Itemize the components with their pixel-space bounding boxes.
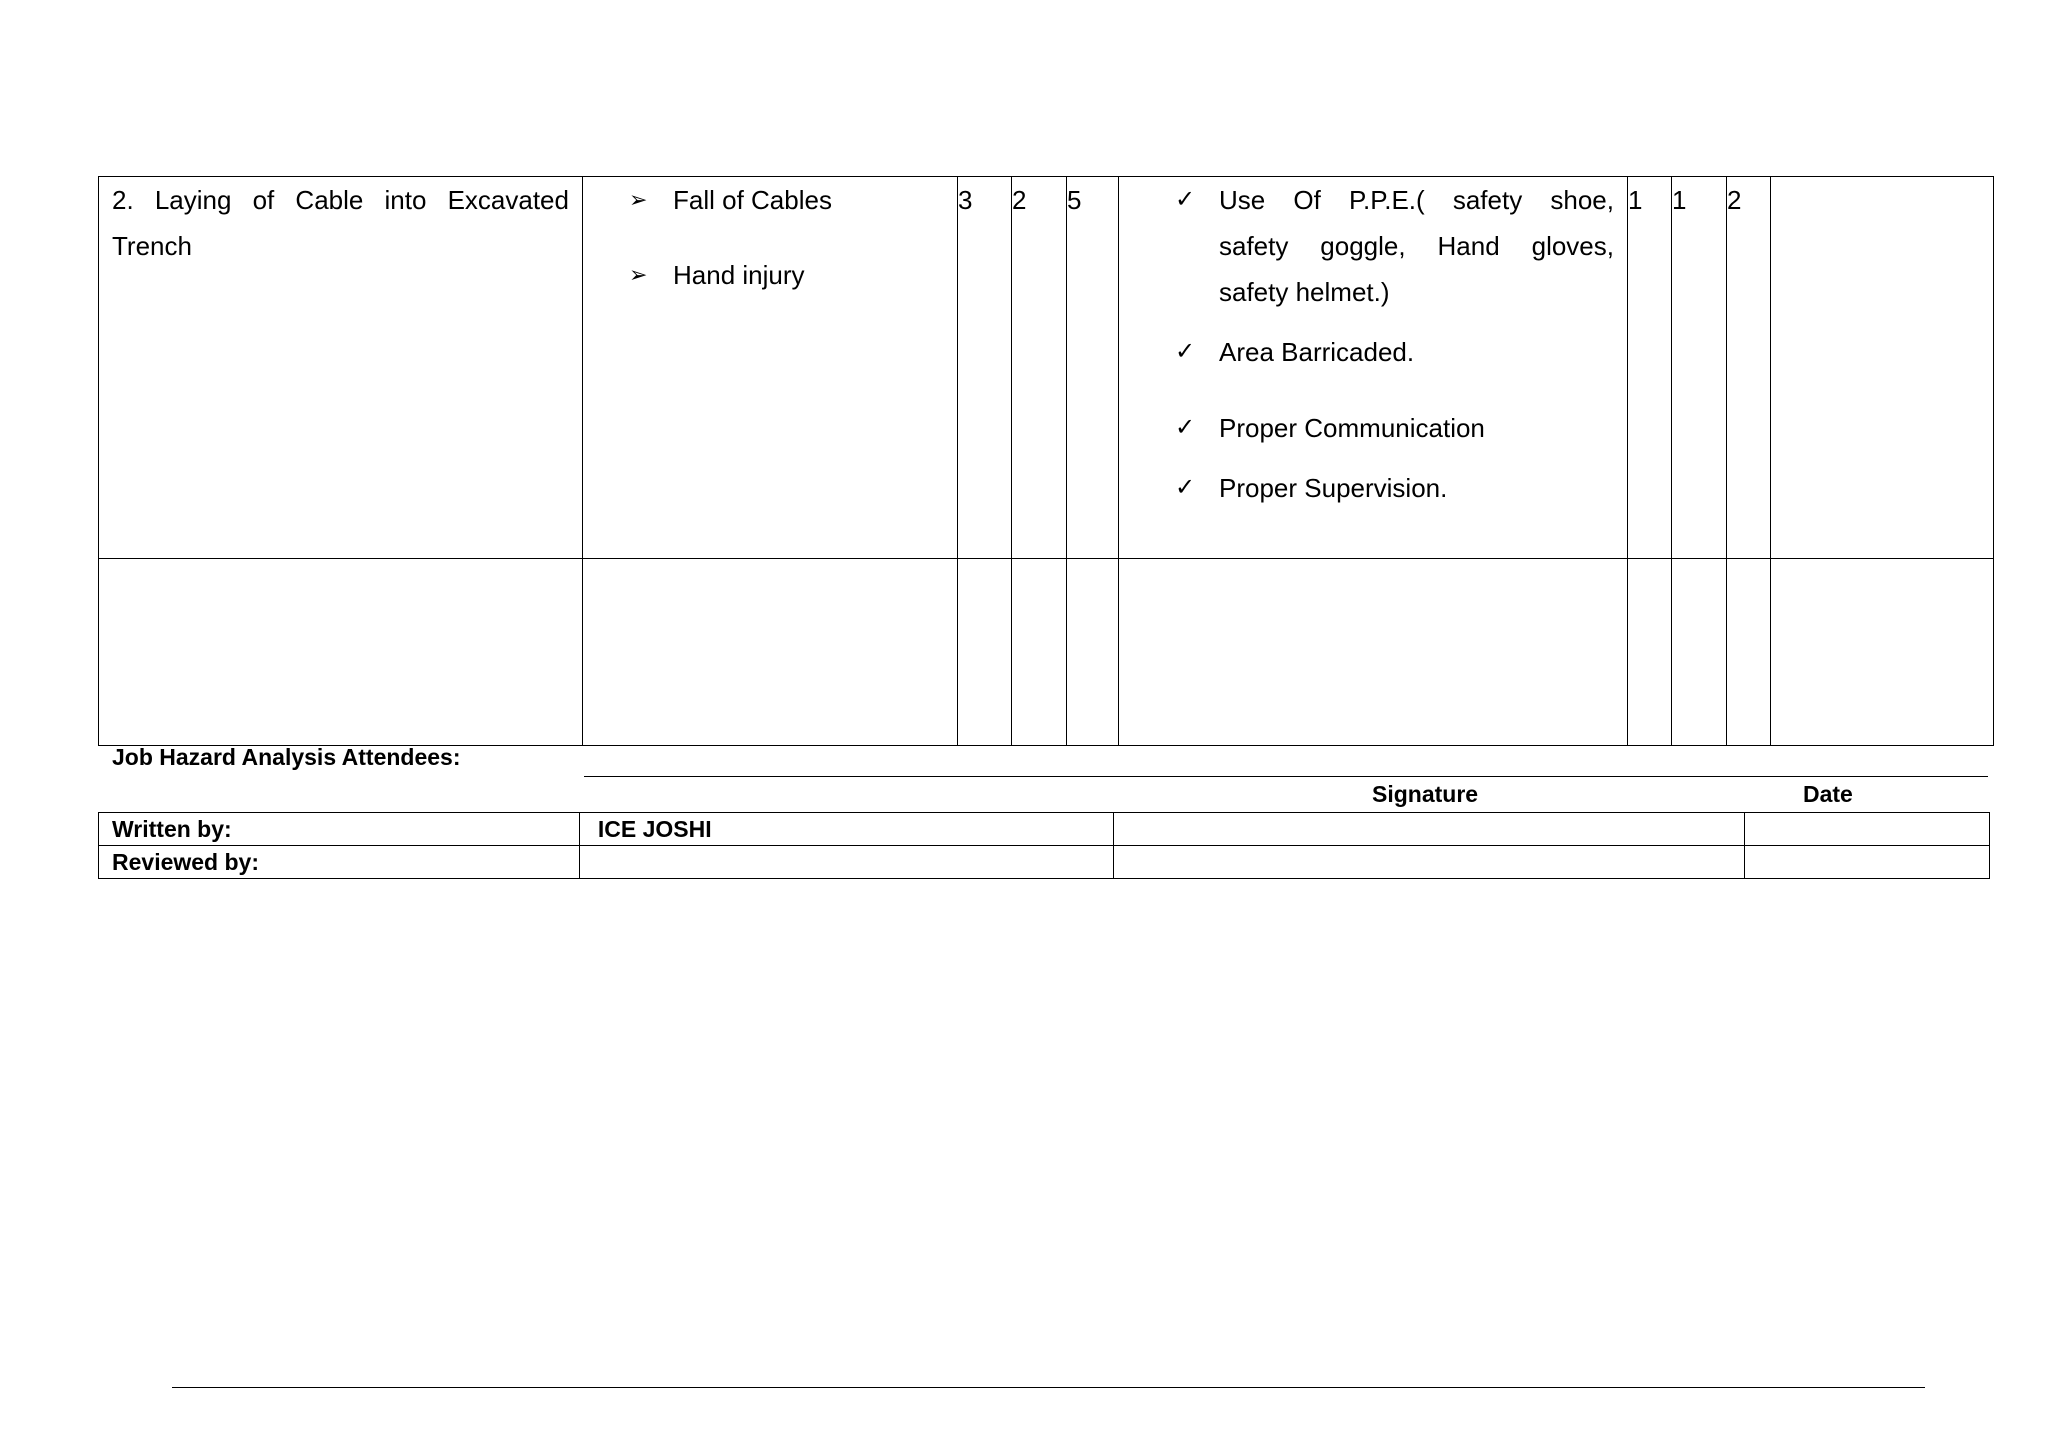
- initial-rating-3[interactable]: [1067, 559, 1119, 746]
- table-row: [99, 177, 1994, 559]
- signature-header: Signature: [1372, 781, 1479, 807]
- checkmark-icon: ✓: [1175, 474, 1196, 501]
- hazard-item: ➢ Fall of Cables: [583, 177, 957, 223]
- initial-rating-3: 5: [1067, 177, 1119, 559]
- controls-cell[interactable]: [1119, 559, 1628, 746]
- reviewed-by-name-field[interactable]: [579, 846, 1114, 879]
- residual-rating-1: 1: [1628, 177, 1672, 559]
- arrow-bullet-icon: ➢: [629, 262, 648, 287]
- control-item: [1119, 177, 1627, 315]
- control-item: ✓ Area Barricaded.: [1119, 329, 1627, 375]
- control-item: ✓ Proper Communication: [1119, 405, 1627, 451]
- signoff-table: [98, 812, 1990, 879]
- table-row: [99, 846, 1990, 879]
- written-by-name: ICE JOSHI: [579, 813, 1114, 846]
- attendees-signature-line[interactable]: [584, 776, 1988, 777]
- residual-rating-3[interactable]: [1727, 559, 1771, 746]
- table-row: [99, 813, 1990, 846]
- attendees-label: Job Hazard Analysis Attendees:: [112, 744, 461, 770]
- control-item: ✓ Proper Supervision.: [1119, 465, 1627, 511]
- remarks-cell[interactable]: [1771, 559, 1994, 746]
- initial-rating-1[interactable]: [958, 559, 1012, 746]
- remarks-cell[interactable]: [1771, 177, 1994, 559]
- ppe-line-1: Use Of P.P.E.( safety shoe,: [1219, 185, 1614, 215]
- hazard-analysis-table: [98, 176, 1994, 746]
- job-step-cell: [99, 177, 583, 559]
- reviewed-by-label: Reviewed by:: [99, 846, 580, 879]
- date-header: Date: [1803, 781, 1853, 807]
- ppe-line-2: safety goggle, Hand gloves,: [1219, 231, 1614, 261]
- written-by-date-field[interactable]: [1744, 813, 1989, 846]
- job-step-line2: Trench: [112, 231, 192, 261]
- footer-divider: [172, 1387, 1925, 1388]
- residual-rating-1[interactable]: [1628, 559, 1672, 746]
- checkmark-icon: ✓: [1175, 186, 1196, 213]
- initial-rating-1: 3: [958, 177, 1012, 559]
- controls-cell: [1119, 177, 1628, 559]
- job-step-cell[interactable]: [99, 559, 583, 746]
- hazard-item: ➢ Hand injury: [583, 252, 957, 298]
- job-step-line1: 2. Laying of Cable into Excavated: [112, 185, 569, 215]
- written-by-signature-field[interactable]: [1114, 813, 1744, 846]
- initial-rating-2: 2: [1012, 177, 1067, 559]
- hazards-cell: [583, 177, 958, 559]
- residual-rating-2: 1: [1672, 177, 1727, 559]
- checkmark-icon: ✓: [1175, 338, 1196, 365]
- reviewed-by-date-field[interactable]: [1744, 846, 1989, 879]
- residual-rating-3: 2: [1727, 177, 1771, 559]
- residual-rating-2[interactable]: [1672, 559, 1727, 746]
- initial-rating-2[interactable]: [1012, 559, 1067, 746]
- ppe-line-3: safety helmet.): [1219, 277, 1390, 307]
- written-by-label: Written by:: [99, 813, 580, 846]
- checkmark-icon: ✓: [1175, 414, 1196, 441]
- arrow-bullet-icon: ➢: [629, 187, 648, 212]
- hazards-cell[interactable]: [583, 559, 958, 746]
- table-row: [99, 559, 1994, 746]
- reviewed-by-signature-field[interactable]: [1114, 846, 1744, 879]
